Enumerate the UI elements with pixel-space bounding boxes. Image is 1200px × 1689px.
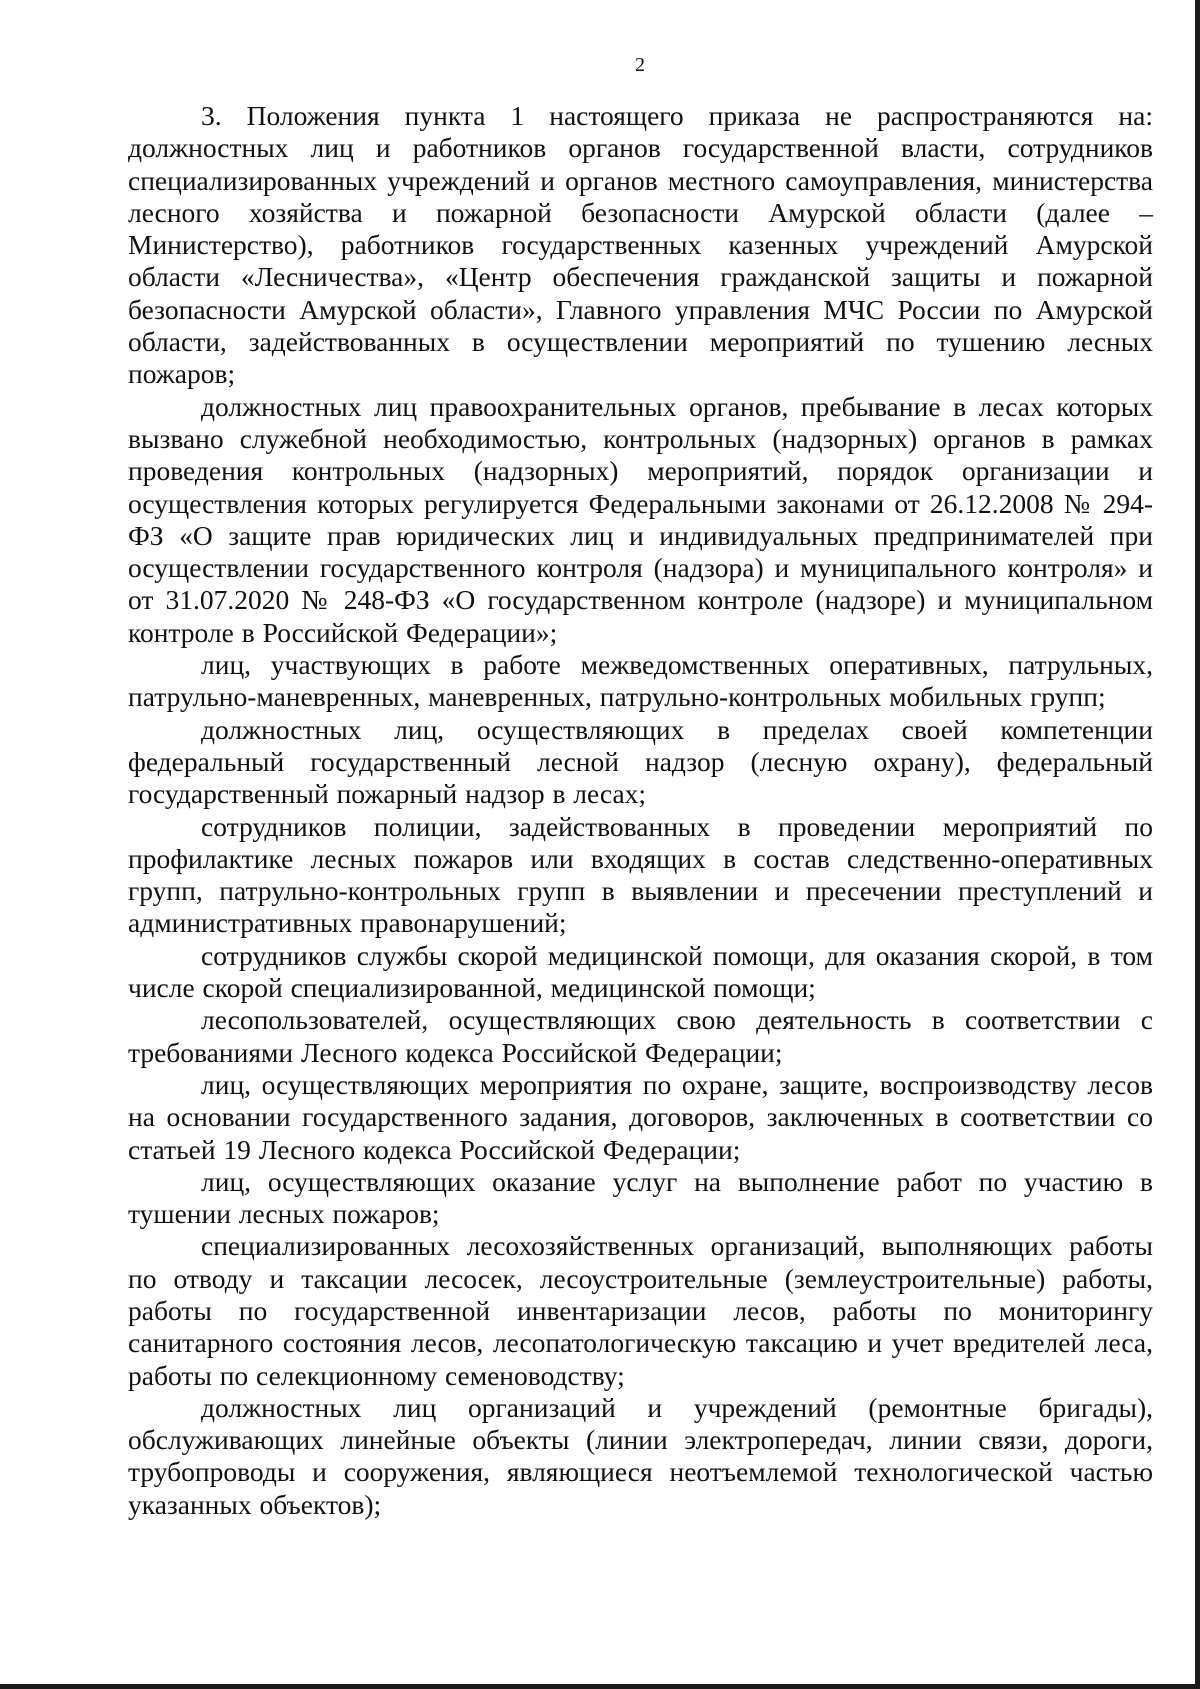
paragraph-repair-crews: должностных лиц организаций и учреждений (ремонтные бригады), обслуживающих линейные объекты (линии электропередач, линии связи, дороги, трубопроводы и сооружения, являющиеся неотъемлемой технологической частью указанных объектов); bbox=[128, 1391, 1153, 1520]
paragraph-patrol-groups: лиц, участвующих в работе межведомственных оперативных, патрульных, патрульно-маневренных, маневренных, патрульно-контрольных мобильных групп; bbox=[128, 649, 1153, 713]
paragraph-item-3: 3. Положения пункта 1 настоящего приказа не распространяются на: должностных лиц и работников органов государственной власти, сотрудников специализированных учреждений и органов местного самоуправления, министерства лесного хозяйства и пожарной безопасности Амурской области (далее – Министерство), работников государственных казенных учреждений Амурской области «Лесничества», «Центр обеспечения гражданской защиты и пожарной безопасности Амурской области», Главного управления МЧС России по Амурской области, задействованных в осуществлении мероприятий по тушению лесных пожаров; bbox=[128, 100, 1153, 390]
paragraph-forest-protection: лиц, осуществляющих мероприятия по охране, защите, воспроизводству лесов на основании государственного задания, договоров, заключенных в соответствии со статьей 19 Лесного кодекса Российской Федерации; bbox=[128, 1068, 1153, 1165]
page-number: 2 bbox=[635, 54, 645, 76]
paragraph-forest-users: лесопользователей, осуществляющих свою деятельность в соответствии с требованиями Лесного кодекса Российской Федерации; bbox=[128, 1004, 1153, 1068]
paragraph-forest-supervision: должностных лиц, осуществляющих в пределах своей компетенции федеральный государственный лесной надзор (лесную охрану), федеральный государственный пожарный надзор в лесах; bbox=[128, 713, 1153, 810]
paragraph-law-enforcement: должностных лиц правоохранительных органов, пребывание в лесах которых вызвано служебной необходимостью, контрольных (надзорных) органов в рамках проведения контрольных (надзорных) мероприятий, порядок организации и осуществления которых регулируется Федеральными законами от 26.12.2008 № 294-ФЗ «О защите прав юридических лиц и индивидуальных предпринимателей при осуществлении государственного контроля (надзора) и муниципального контроля» и от 31.07.2020 № 248-ФЗ «О государственном контроле (надзоре) и муниципальном контроле в Российской Федерации»; bbox=[128, 390, 1153, 648]
paragraph-ambulance: сотрудников службы скорой медицинской помощи, для оказания скорой, в том числе скорой специализированной, медицинской помощи; bbox=[128, 939, 1153, 1004]
paragraph-police: сотрудников полиции, задействованных в проведении мероприятий по профилактике лесных пожаров или входящих в состав следственно-оперативных групп, патрульно-контрольных групп в выявлении и пресечении преступлений и административных правонарушений; bbox=[128, 810, 1153, 939]
paragraph-forestry-organizations: специализированных лесохозяйственных организаций, выполняющих работы по отводу и таксации лесосек, лесоустроительные (землеустроительные) работы, работы по государственной инвентаризации лесов, работы по мониторингу санитарного состояния лесов, лесопатологическую таксацию и учет вредителей леса, работы по селекционному семеноводству; bbox=[128, 1230, 1153, 1391]
scan-border-bottom bbox=[0, 1684, 1200, 1689]
paragraph-fire-services: лиц, осуществляющих оказание услуг на выполнение работ по участию в тушении лесных пожаров; bbox=[128, 1165, 1153, 1230]
document-body bbox=[128, 100, 1153, 1521]
scan-border-right bbox=[1195, 0, 1200, 1689]
